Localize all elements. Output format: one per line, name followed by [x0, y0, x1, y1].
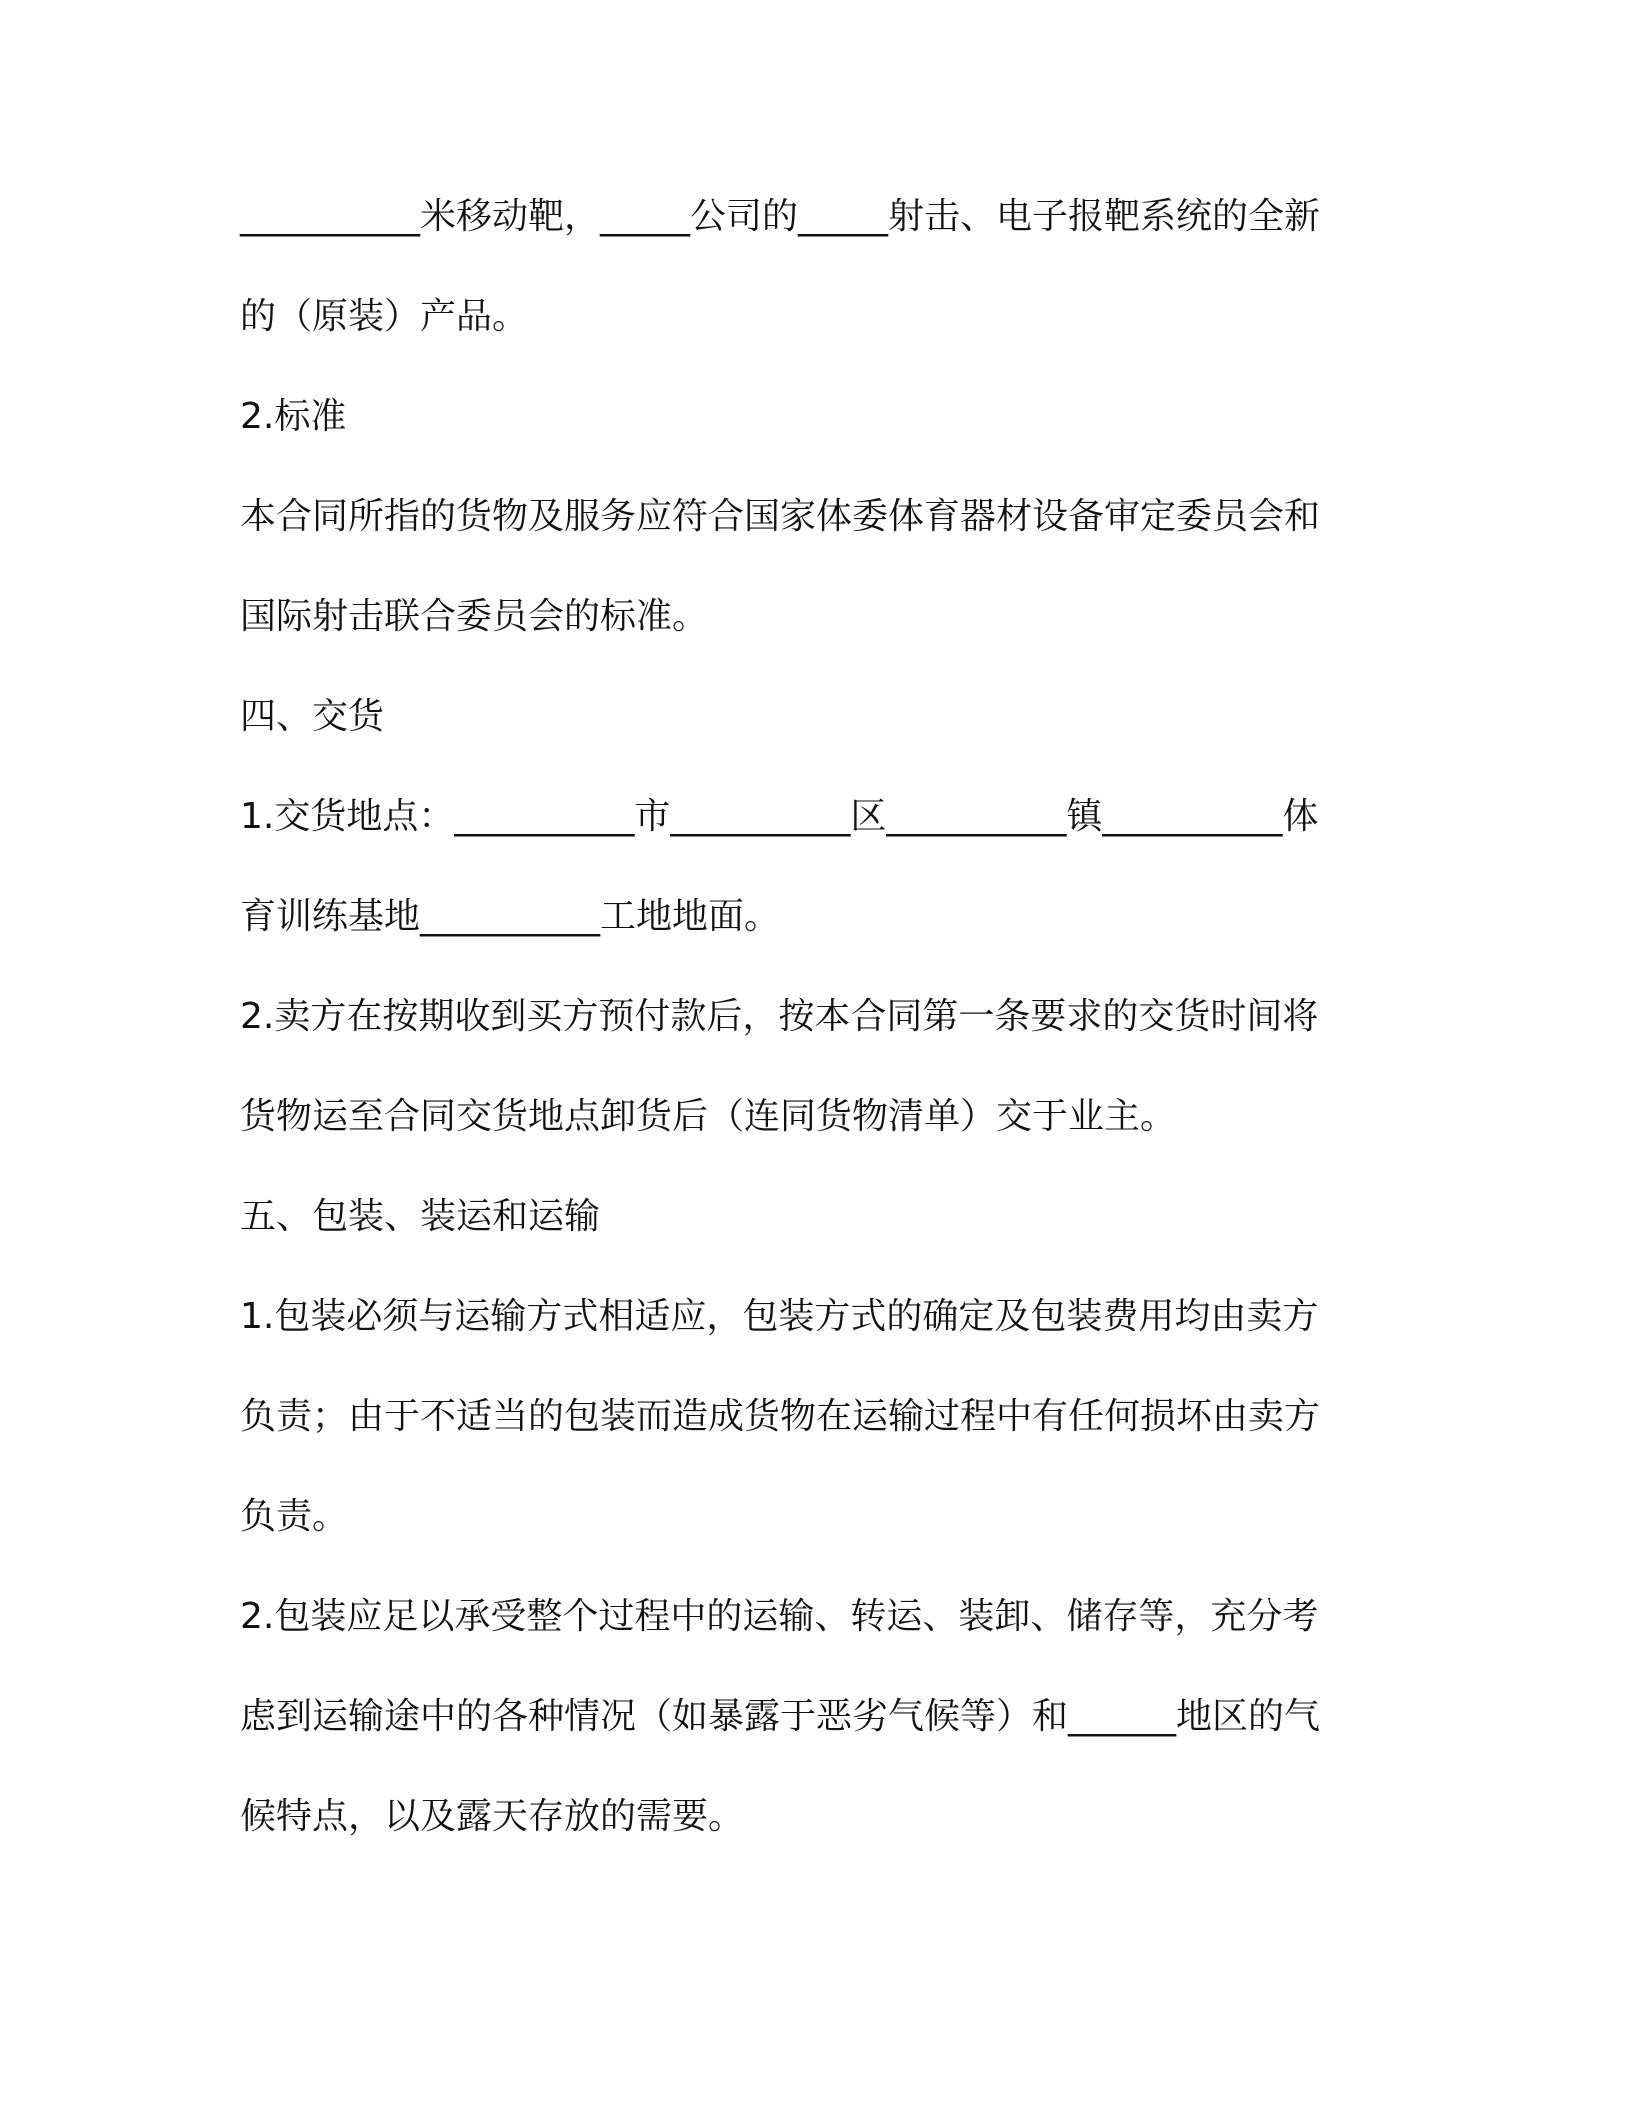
text-line: 本合同所指的货物及服务应符合国家体委体育器材设备审定委员会和	[240, 496, 1321, 537]
text-line: 1.包装必须与运输方式相适应，包装方式的确定及包装费用均由卖方	[240, 1296, 1319, 1337]
text-line: 2.包装应足以承受整个过程中的运输、转运、装卸、储存等，充分考	[240, 1596, 1319, 1637]
text-line: 1.交货地点：__________市__________区__________镇__________体	[240, 796, 1319, 837]
section-heading: 五、包装、装运和运输	[240, 1196, 601, 1237]
text-line: 的（原装）产品。	[240, 296, 529, 337]
text-line: 育训练基地__________工地地面。	[240, 896, 781, 937]
text-line: 负责。	[240, 1496, 349, 1537]
section-heading: 四、交货	[240, 696, 385, 737]
text-line: 国际射击联合委员会的标准。	[240, 596, 709, 637]
text-line: 虑到运输途中的各种情况（如暴露于恶劣气候等）和______地区的气	[240, 1696, 1321, 1737]
text-line: __________米移动靶，_____公司的_____射击、电子报靶系统的全新	[240, 196, 1321, 237]
text-line: 2.卖方在按期收到买方预付款后，按本合同第一条要求的交货时间将	[240, 996, 1319, 1037]
text-line: 候特点，以及露天存放的需要。	[240, 1796, 745, 1837]
text-line: 货物运至合同交货地点卸货后（连同货物清单）交于业主。	[240, 1096, 1177, 1137]
section-heading: 2.标准	[240, 396, 347, 437]
text-line: 负责；由于不适当的包装而造成货物在运输过程中有任何损坏由卖方	[240, 1396, 1321, 1437]
